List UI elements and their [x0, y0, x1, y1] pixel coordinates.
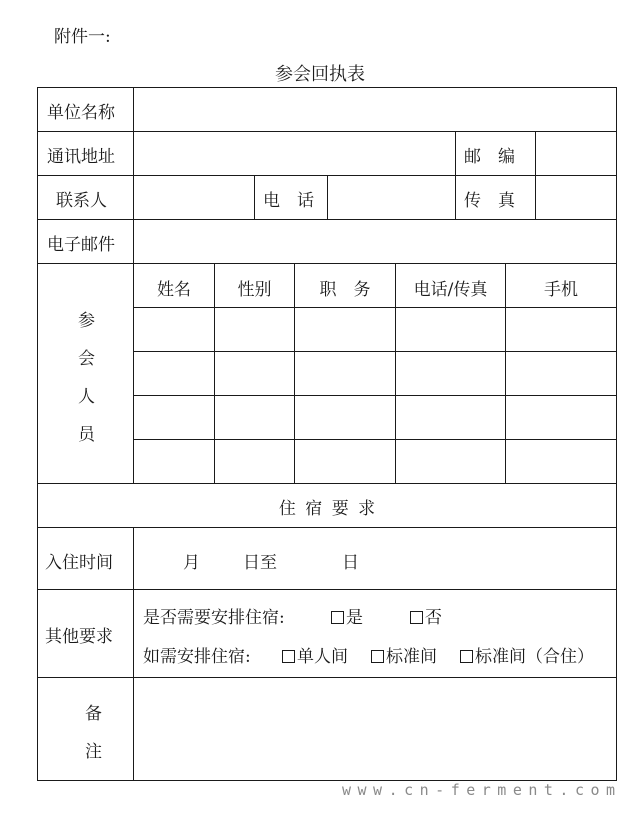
fax-label: 传 真 — [464, 191, 515, 211]
option-no[interactable]: 否 — [410, 610, 442, 627]
checkbox-icon[interactable] — [282, 650, 295, 663]
attendees-label-char: 人 — [78, 387, 95, 407]
contact-label: 联系人 — [56, 191, 107, 211]
form-title: 参会回执表 — [275, 64, 365, 85]
attendees-label-char: 员 — [78, 425, 95, 445]
checkin-day-to: 日 — [342, 553, 359, 573]
checkin-day-from: 日至 — [243, 553, 277, 573]
postcode-label: 邮 编 — [464, 147, 515, 167]
column-header-gender: 性别 — [237, 280, 272, 300]
room-shared-option[interactable]: 标准间（合住） — [460, 649, 594, 666]
accommodation-heading: 住 宿 要 求 — [278, 499, 376, 519]
attachment-label: 附件一: — [54, 27, 111, 47]
checkbox-icon[interactable] — [371, 650, 384, 663]
unit-name-label: 单位名称 — [47, 103, 115, 123]
attendees-label-char: 参 — [78, 311, 95, 331]
checkbox-icon[interactable] — [460, 650, 473, 663]
checkbox-icon[interactable] — [410, 611, 423, 624]
checkin-month: 月 — [183, 553, 200, 573]
email-label: 电子邮件 — [47, 235, 115, 255]
option-yes[interactable]: 是 — [331, 610, 363, 627]
phone-label: 电 话 — [263, 191, 314, 211]
other-requirements-label: 其他要求 — [45, 627, 113, 647]
need-accommodation-question: 是否需要安排住宿: — [143, 608, 285, 628]
column-header-name: 姓名 — [157, 280, 191, 300]
site-watermark: www.cn-ferment.com — [342, 781, 622, 799]
remarks-label-char: 注 — [85, 742, 102, 762]
column-header-phone-fax: 电话/传真 — [413, 280, 488, 300]
room-type-question: 如需安排住宿: — [143, 647, 251, 667]
room-standard-option[interactable]: 标准间 — [371, 649, 437, 666]
column-header-position: 职 务 — [319, 280, 371, 300]
checkbox-icon[interactable] — [331, 611, 344, 624]
address-label: 通讯地址 — [47, 147, 115, 167]
room-single-option[interactable]: 单人间 — [282, 649, 348, 666]
checkin-time-label: 入住时间 — [45, 553, 113, 573]
column-header-mobile: 手机 — [544, 280, 578, 300]
attendees-label-char: 会 — [78, 349, 95, 369]
remarks-label-char: 备 — [85, 704, 102, 724]
